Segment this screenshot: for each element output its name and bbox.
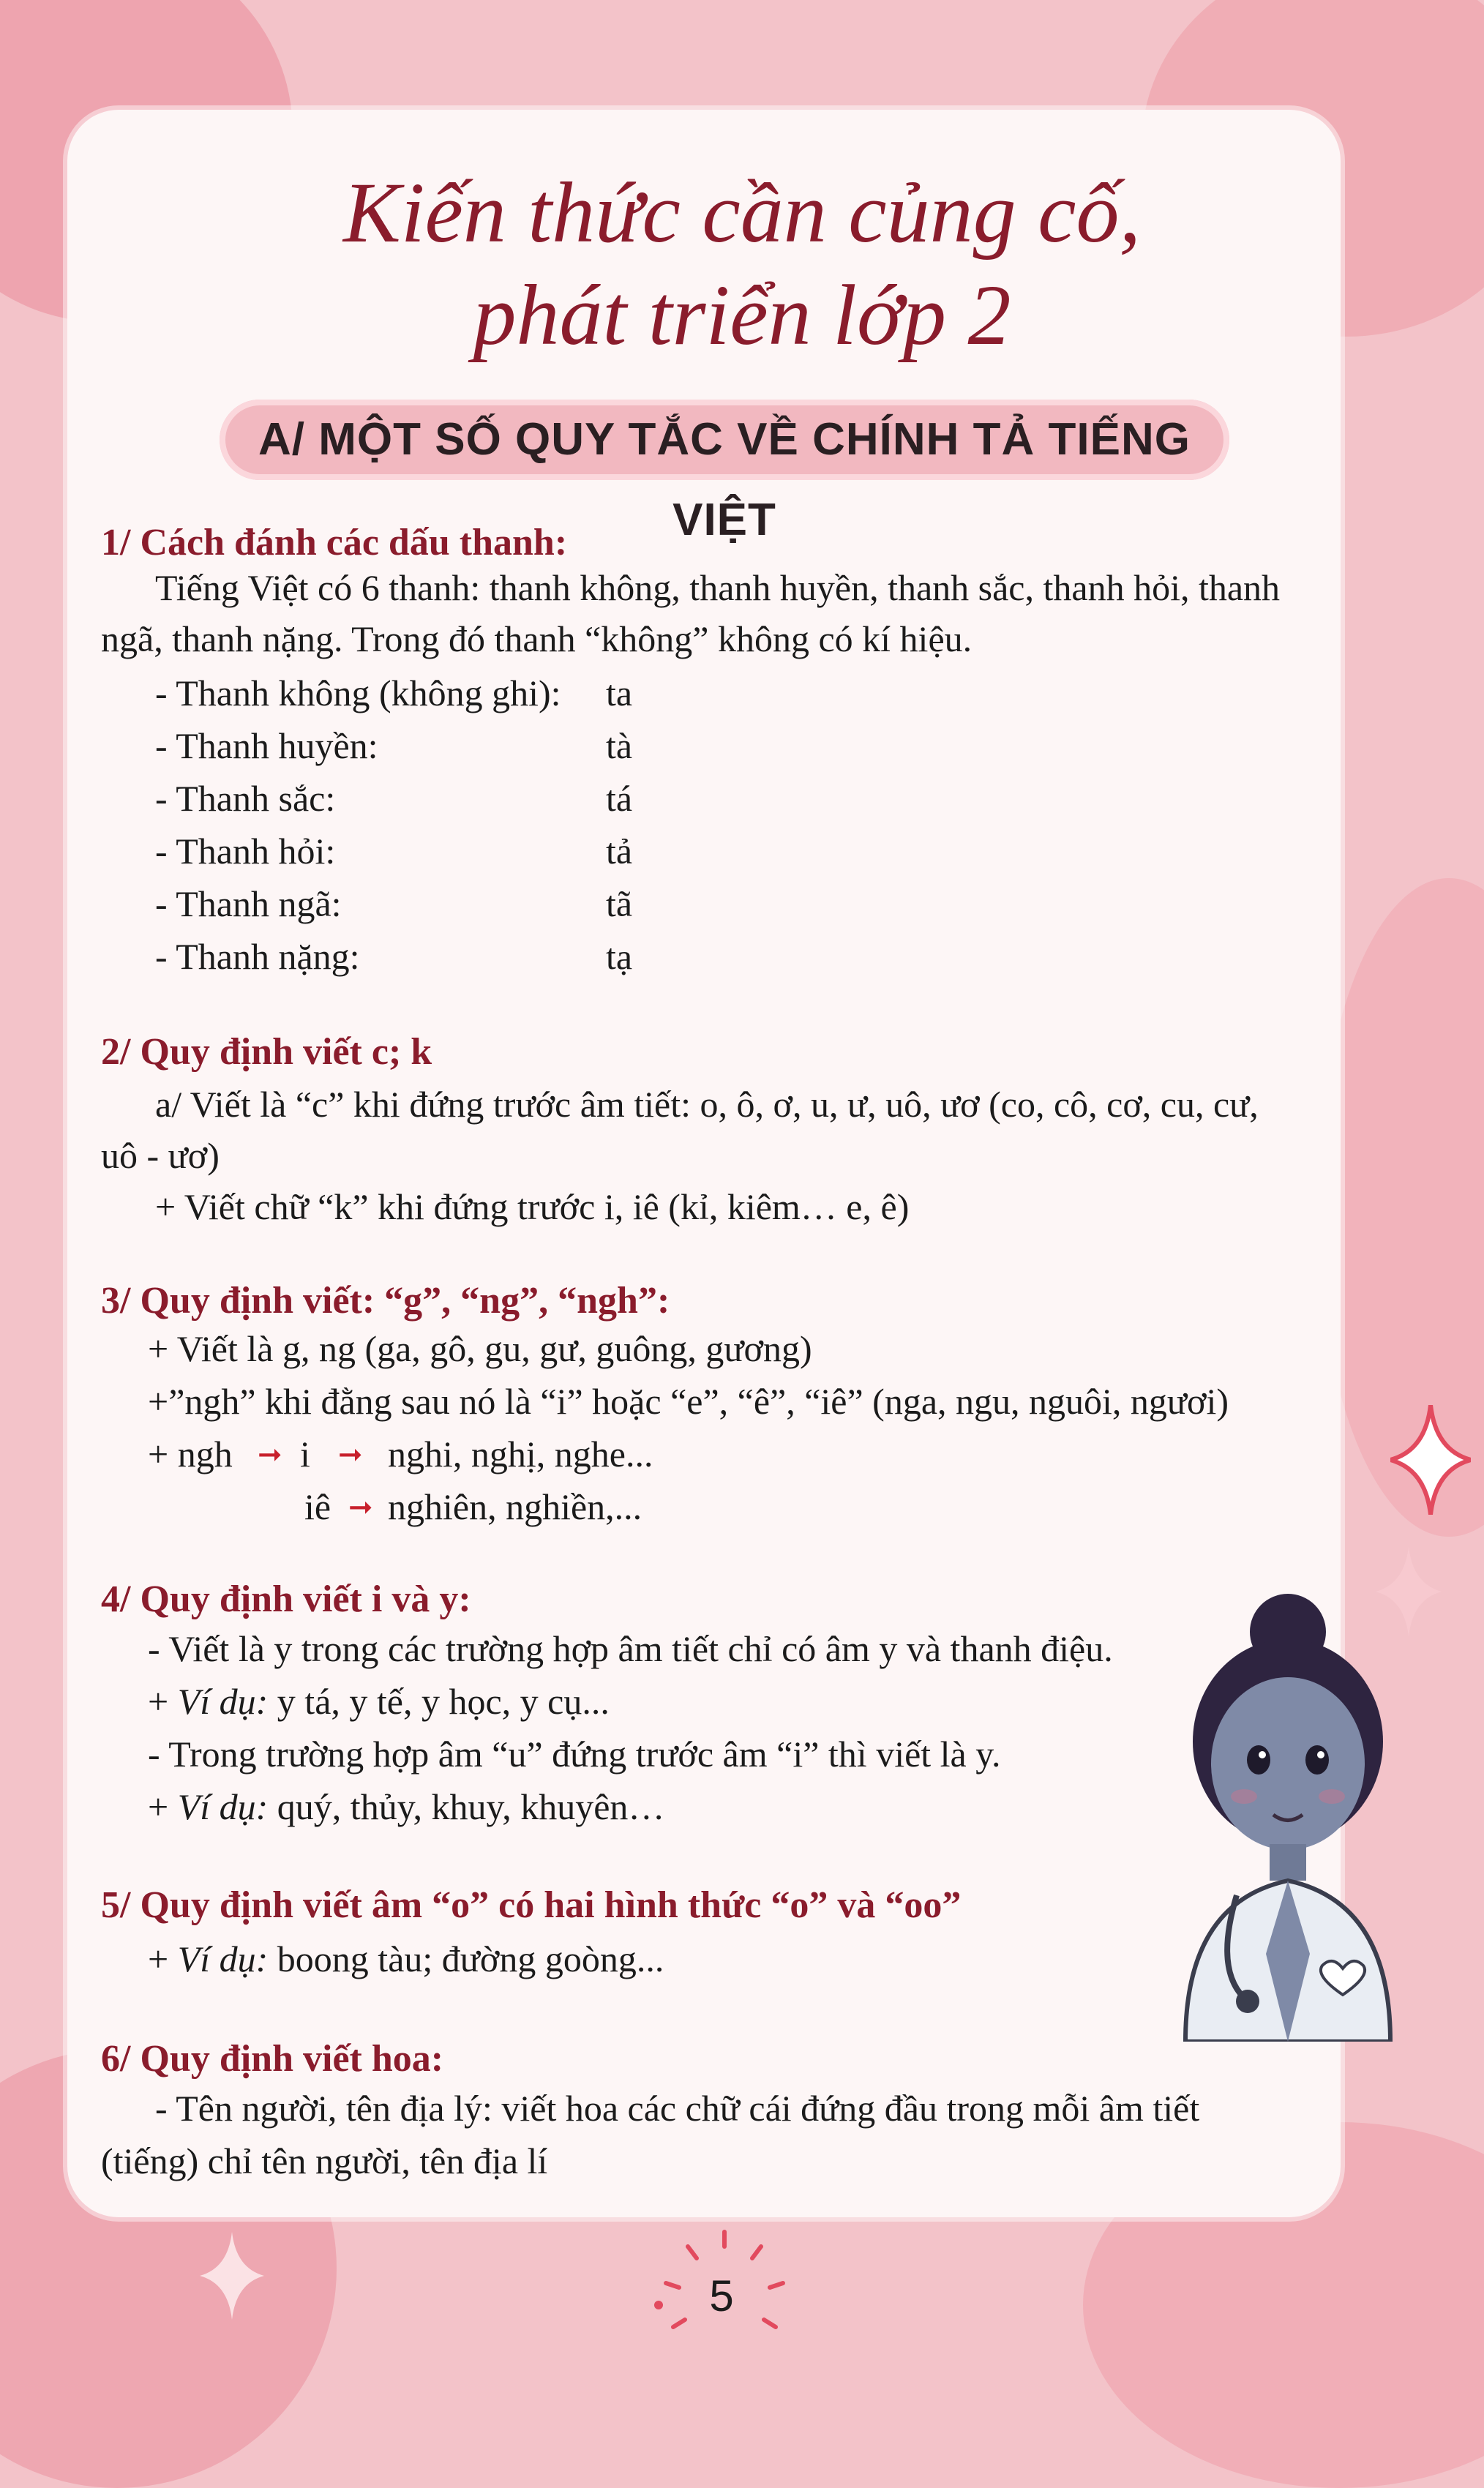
s4-line3: - Trong trường hợp âm “u” đứng trước âm “i” thì viết là y. xyxy=(148,1734,1001,1775)
heading-section-2: 2/ Quy định viết c; k xyxy=(101,1031,432,1073)
heading-section-3: 3/ Quy định viết: “g”, “ng”, “ngh”: xyxy=(101,1280,670,1322)
s2-line3: + Viết chữ “k” khi đứng trước i, iê (kỉ, kiêm… e, ê) xyxy=(155,1186,910,1227)
tone-row-example: tạ xyxy=(606,936,633,977)
example-label: Ví dụ: xyxy=(177,1786,269,1827)
sparkle-icon xyxy=(1376,1544,1442,1639)
s3-line4-vowel: iê xyxy=(304,1486,331,1527)
tone-row-label: - Thanh ngã: xyxy=(155,883,342,924)
arrow-right-icon: ➞ xyxy=(258,1438,282,1472)
tone-row-example: tã xyxy=(606,883,633,924)
section-banner-text: A/ MỘT SỐ QUY TẮC VỀ CHÍNH TẢ TIẾNG VIỆT xyxy=(258,414,1191,545)
s3-line3-lead: + ngh xyxy=(148,1434,233,1475)
page-number: 5 xyxy=(709,2271,734,2320)
s1-paragraph-line2: ngã, thanh nặng. Trong đó thanh “không” không có kí hiệu. xyxy=(101,618,973,659)
heading-section-6: 6/ Quy định viết hoa: xyxy=(101,2038,444,2080)
arrow-right-icon: ➞ xyxy=(348,1491,373,1524)
s2-line2: uô - ươ) xyxy=(101,1135,220,1176)
s5-line1-text: boong tàu; đường goòng... xyxy=(277,1938,664,1979)
s6-line1: - Tên người, tên địa lý: viết hoa các chữ cái đứng đầu trong mỗi âm tiết xyxy=(155,2088,1200,2129)
tone-row-label: - Thanh huyền: xyxy=(155,725,378,766)
example-label: Ví dụ: xyxy=(177,1938,269,1979)
section-banner xyxy=(220,400,1229,545)
heading-section-5: 5/ Quy định viết âm “o” có hai hình thức “o” và “oo” xyxy=(101,1884,962,1926)
page-title-line1: Kiến thức cần củng cố, xyxy=(342,165,1141,261)
example-label: Ví dụ: xyxy=(177,1681,269,1722)
s4-line4-text: quý, thủy, khuy, khuyên… xyxy=(277,1786,665,1827)
s5-line1: + Ví dụ: boong tàu; đường goòng... xyxy=(148,1938,664,1979)
s4-line2: + Ví dụ: y tá, y tế, y học, y cụ... xyxy=(148,1681,610,1722)
sparkle-icon xyxy=(199,2232,265,2320)
tone-row-example: ta xyxy=(606,672,633,713)
tone-row-label: - Thanh sắc: xyxy=(155,778,336,819)
s2-line1: a/ Viết là “c” khi đứng trước âm tiết: o, ô, ơ, u, ư, uô, ươ (co, cô, cơ, cu, cư, xyxy=(155,1084,1259,1125)
tone-row-example: tả xyxy=(606,831,633,872)
s3-line2: +”ngh” khi đằng sau nó là “i” hoặc “e”, “ê”, “iê” (nga, ngu, nguôi, ngươi) xyxy=(148,1381,1229,1422)
s3-line3-examples: nghi, nghị, nghe... xyxy=(388,1434,653,1475)
tone-row-label: - Thanh nặng: xyxy=(155,936,360,977)
sparkle-icon xyxy=(1390,1405,1471,1515)
s3-line4-examples: nghiên, nghiền,... xyxy=(388,1486,642,1527)
s1-paragraph-line1: Tiếng Việt có 6 thanh: thanh không, thanh huyền, thanh sắc, thanh hỏi, thanh xyxy=(155,567,1281,608)
s4-line2-text: y tá, y tế, y học, y cụ... xyxy=(277,1681,610,1722)
heading-section-4: 4/ Quy định viết i và y: xyxy=(101,1578,471,1620)
s4-line1: - Viết là y trong các trường hợp âm tiết chỉ có âm y và thanh điệu. xyxy=(148,1628,1113,1669)
arrow-right-icon: ➞ xyxy=(338,1438,363,1472)
page-title-line2: phát triển lớp 2 xyxy=(473,267,1011,363)
s6-line2: (tiếng) chỉ tên người, tên địa lí xyxy=(101,2140,548,2181)
s3-line3-vowel: i xyxy=(300,1434,310,1475)
s3-line1: + Viết là g, ng (ga, gô, gu, gư, guông, gương) xyxy=(148,1328,812,1369)
heading-section-1: 1/ Cách đánh các dấu thanh: xyxy=(101,522,568,563)
nurse-illustration xyxy=(1156,1588,1420,2042)
tone-row-label: - Thanh hỏi: xyxy=(155,831,336,872)
tone-row-example: tà xyxy=(606,725,633,766)
s4-line4: + Ví dụ: quý, thủy, khuy, khuyên… xyxy=(148,1786,665,1827)
tone-row-example: tá xyxy=(606,778,633,819)
tone-row-label: - Thanh không (không ghi): xyxy=(155,672,561,713)
page-number-decoration xyxy=(644,2217,805,2378)
